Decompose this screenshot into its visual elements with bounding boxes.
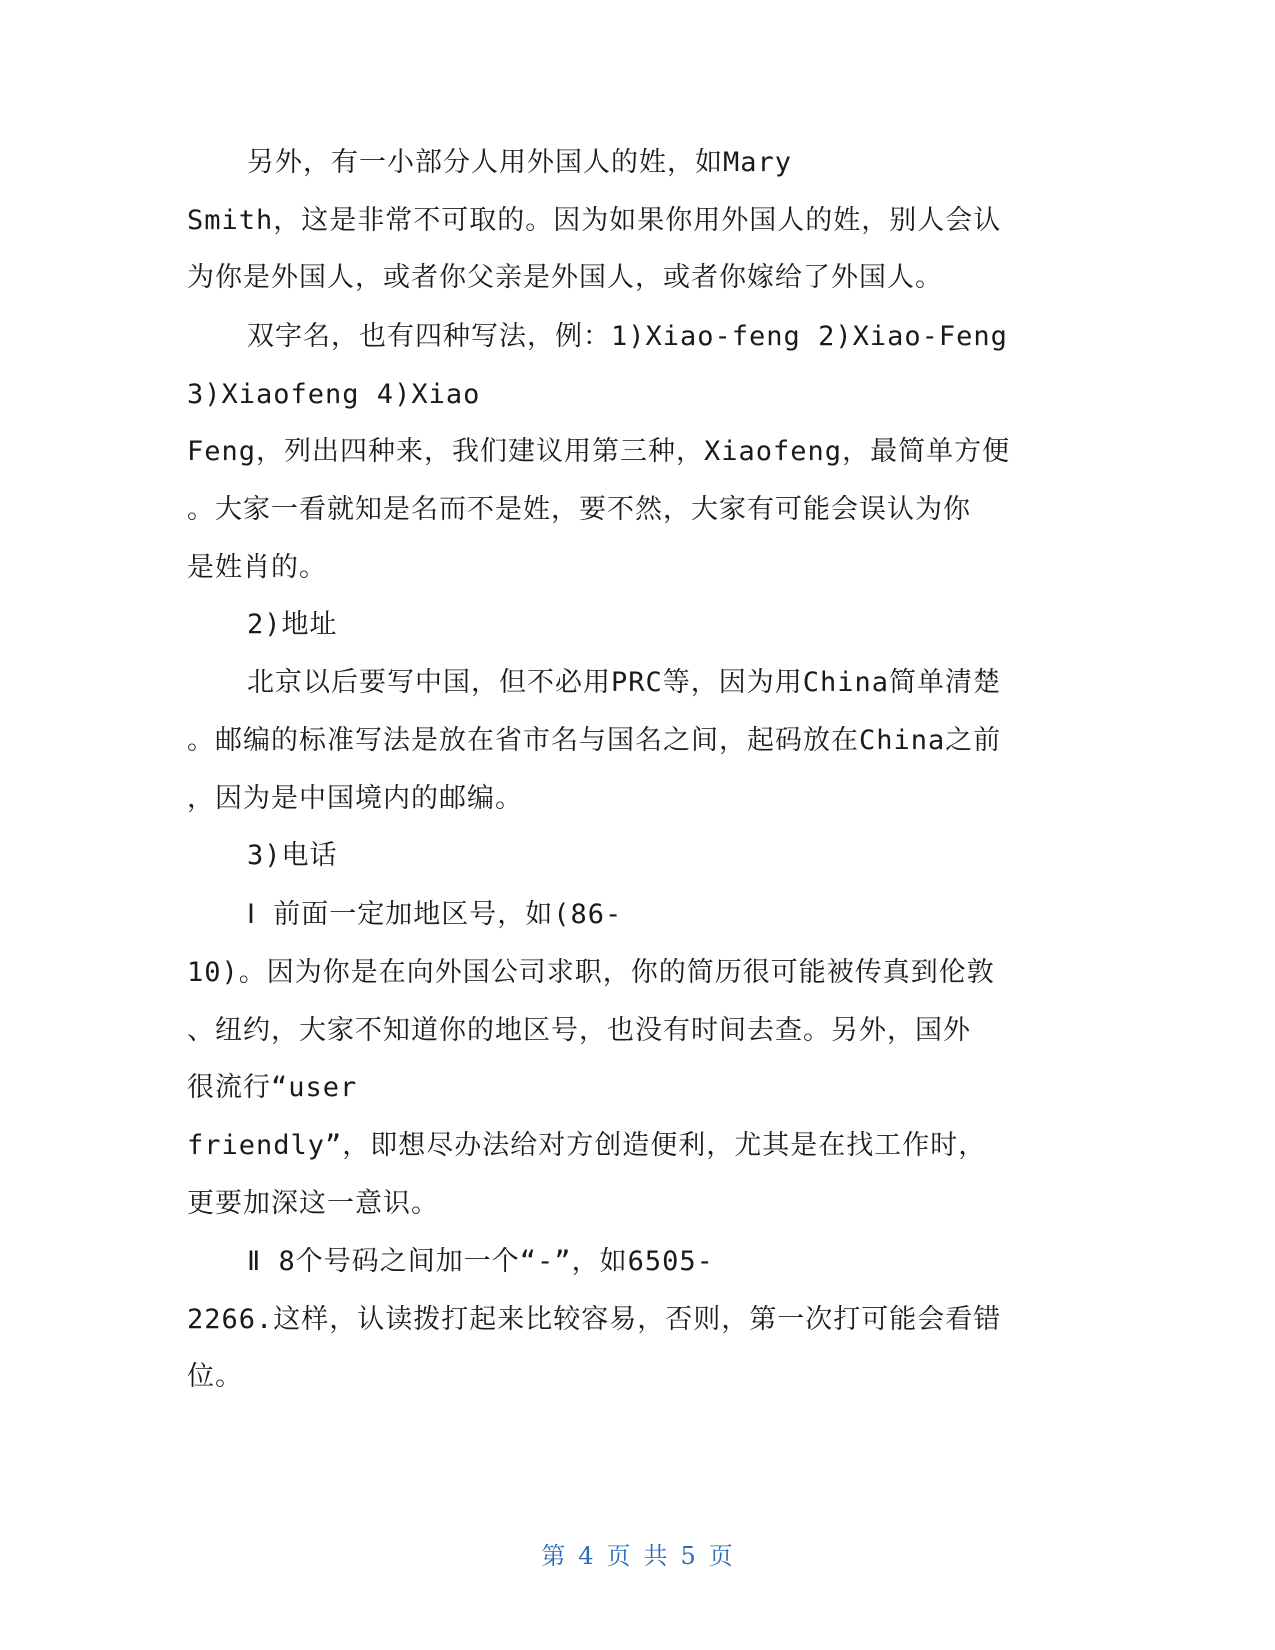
text-line: 是姓肖的。 bbox=[187, 552, 327, 583]
text-line: 2266.这样，认读拨打起来比较容易，否则，第一次打可能会看错 bbox=[187, 1304, 1002, 1335]
text-line: 3)Xiaofeng 4)Xiao bbox=[187, 379, 481, 410]
text-line: friendly”，即想尽办法给对方创造便利，尤其是在找工作时， bbox=[187, 1130, 987, 1161]
footer-label-ye: 页 bbox=[606, 1542, 632, 1570]
text-line: 很流行“user bbox=[187, 1072, 358, 1103]
text-line: Smith，这是非常不可取的。因为如果你用外国人的姓，别人会认 bbox=[187, 205, 1002, 236]
section-heading-address: 2)地址 bbox=[247, 609, 338, 640]
footer-label-di: 第 bbox=[541, 1542, 567, 1570]
text-line: 。大家一看就知是名而不是姓，要不然，大家有可能会误认为你 bbox=[187, 494, 971, 525]
page-footer bbox=[0, 1536, 1275, 1571]
footer-label-gong: 共 bbox=[643, 1542, 669, 1570]
text-line: Feng，列出四种来，我们建议用第三种，Xiaofeng，最简单方便 bbox=[187, 436, 1011, 467]
text-line: 北京以后要写中国，但不必用PRC等，因为用China简单清楚 bbox=[247, 667, 1002, 698]
text-line: 双字名，也有四种写法，例：1)Xiao-feng 2)Xiao-Feng bbox=[247, 321, 1008, 352]
text-line: 为你是外国人，或者你父亲是外国人，或者你嫁给了外国人。 bbox=[187, 262, 943, 293]
footer-label-ye2: 页 bbox=[708, 1542, 734, 1570]
text-line: ，因为是中国境内的邮编。 bbox=[187, 783, 523, 814]
current-page-number: 4 bbox=[578, 1542, 595, 1570]
text-line: 。邮编的标准写法是放在省市名与国名之间，起码放在China之前 bbox=[187, 725, 1002, 756]
section-heading-phone: 3)电话 bbox=[247, 840, 338, 871]
text-line: 、纽约，大家不知道你的地区号，也没有时间去查。另外，国外 bbox=[187, 1015, 971, 1046]
text-line: Ⅱ 8个号码之间加一个“-”，如6505- bbox=[247, 1246, 714, 1277]
text-line: 位。 bbox=[187, 1361, 243, 1392]
text-line: 10)。因为你是在向外国公司求职，你的简历很可能被传真到伦敦 bbox=[187, 957, 995, 988]
text-line: 更要加深这一意识。 bbox=[187, 1188, 439, 1219]
text-line: 另外，有一小部分人用外国人的姓，如Mary bbox=[247, 147, 793, 178]
text-line: Ⅰ 前面一定加地区号，如(86- bbox=[247, 899, 623, 930]
total-pages-number: 5 bbox=[680, 1542, 697, 1570]
